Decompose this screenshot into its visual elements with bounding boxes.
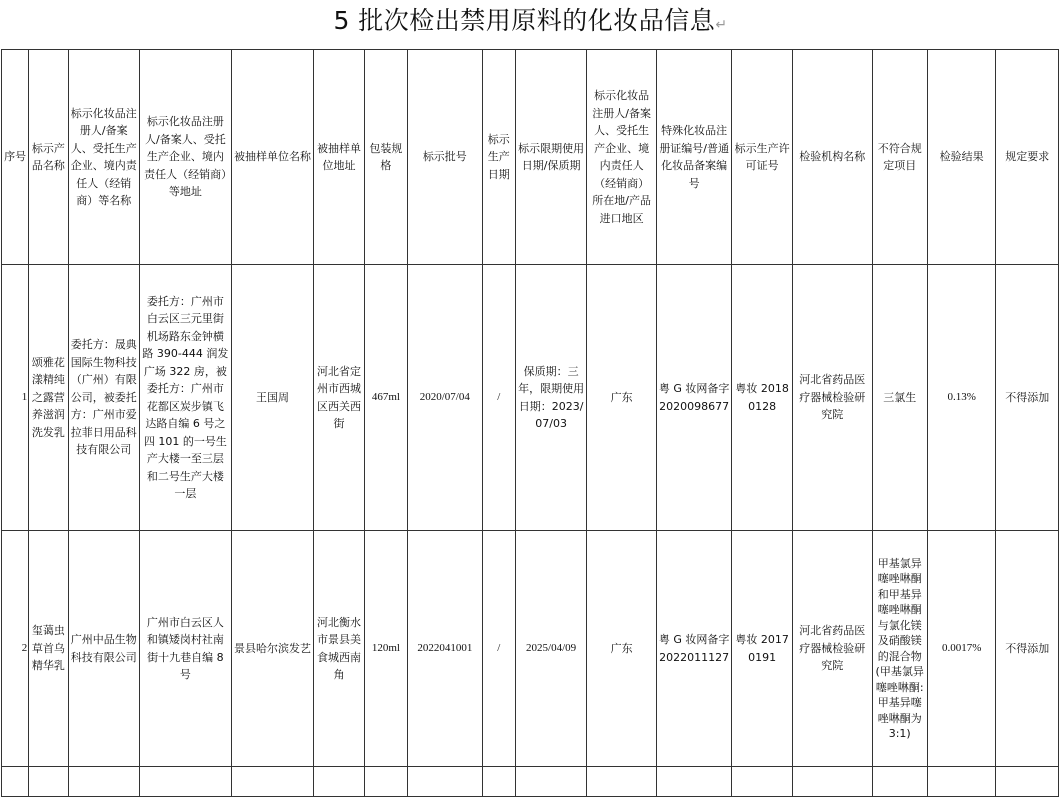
header-row bbox=[2, 50, 1059, 265]
company-address: 委托方：广州市白云区三元里街机场路东金钟横路 390-444 润发广场 322 房，被委托方：广州市花都区炭步镇飞达路自编 6 号之四 101 的一号生产大楼一至三层和二号生产大楼一层 bbox=[140, 265, 232, 531]
header-cell: 检验结果 bbox=[927, 50, 996, 265]
expiry-date: 保质期：三年，限期使用日期：2023/07/03 bbox=[515, 265, 587, 531]
company-name: 广州中品生物科技有限公司 bbox=[68, 531, 140, 767]
header-cell: 特殊化妆品注册证编号/普通化妆品备案编号 bbox=[656, 50, 732, 265]
production-date: / bbox=[482, 531, 515, 767]
header-cell: 被抽样单位地址 bbox=[314, 50, 364, 265]
header-cell: 不符合规定项目 bbox=[872, 50, 927, 265]
requirement: 不得添加 bbox=[996, 265, 1059, 531]
nonconforming-item: 三氯生 bbox=[872, 265, 927, 531]
header-cell: 序号 bbox=[2, 50, 29, 265]
lab-name: 河北省药品医疗器械检验研究院 bbox=[792, 265, 872, 531]
product-name: 颂雅花漾精纯之露营养滋润洗发乳 bbox=[29, 265, 68, 531]
region: 广东 bbox=[587, 531, 657, 767]
license-number: 粤妆 20180128 bbox=[732, 265, 792, 531]
header-cell: 标示化妆品注册人/备案人、受托生产企业、境内责任人（经销商）所在地/产品进口地区 bbox=[587, 50, 657, 265]
table-row-partial bbox=[2, 767, 1059, 797]
header-cell: 标示化妆品注册人/备案人、受托生产企业、境内责任人（经销商）等名称 bbox=[68, 50, 140, 265]
region: 广东 bbox=[587, 265, 657, 531]
sampled-address: 河北省定州市西城区西关西街 bbox=[314, 265, 364, 531]
header-cell: 标示生产许可证号 bbox=[732, 50, 792, 265]
product-name: 玺蔼虫草首乌精华乳 bbox=[29, 531, 68, 767]
lab-name: 河北省药品医疗器械检验研究院 bbox=[792, 531, 872, 767]
package-spec: 120ml bbox=[364, 531, 407, 767]
header-cell: 标示化妆品注册人/备案人、受托生产企业、境内责任人（经销商）等地址 bbox=[140, 50, 232, 265]
header-cell: 标示生产日期 bbox=[482, 50, 515, 265]
sampled-unit: 景县哈尔滨发艺 bbox=[231, 531, 314, 767]
header-cell: 标示产品名称 bbox=[29, 50, 68, 265]
test-result: 0.0017% bbox=[927, 531, 996, 767]
production-date: / bbox=[482, 265, 515, 531]
registration-number: 粤 G 妆网备字 2020098677 bbox=[656, 265, 732, 531]
row-number: 1 bbox=[2, 265, 29, 531]
test-result: 0.13% bbox=[927, 265, 996, 531]
header-cell: 被抽样单位名称 bbox=[231, 50, 314, 265]
table-row bbox=[2, 265, 1059, 531]
requirement: 不得添加 bbox=[996, 531, 1059, 767]
row-number: 2 bbox=[2, 531, 29, 767]
license-number: 粤妆 20170191 bbox=[732, 531, 792, 767]
header-cell: 规定要求 bbox=[996, 50, 1059, 265]
table-row bbox=[2, 531, 1059, 767]
header-cell: 检验机构名称 bbox=[792, 50, 872, 265]
expiry-date: 2025/04/09 bbox=[515, 531, 587, 767]
registration-number: 粤 G 妆网备字 2022011127 bbox=[656, 531, 732, 767]
company-address: 广州市白云区人和镇矮岗村社南街十九巷自编 8 号 bbox=[140, 531, 232, 767]
nonconforming-item: 甲基氯异噻唑啉酮和甲基异噻唑啉酮与氯化镁及硝酸镁的混合物(甲基氯异噻唑啉酮:甲基异噻唑啉酮为 3:1) bbox=[872, 531, 927, 767]
header-cell: 标示批号 bbox=[408, 50, 483, 265]
header-cell: 标示限期使用日期/保质期 bbox=[515, 50, 587, 265]
inspection-table bbox=[1, 49, 1059, 797]
batch-number: 2020/07/04 bbox=[408, 265, 483, 531]
batch-number: 2022041001 bbox=[408, 531, 483, 767]
sampled-unit: 王国周 bbox=[231, 265, 314, 531]
header-cell: 包装规格 bbox=[364, 50, 407, 265]
company-name: 委托方：晟典国际生物科技（广州）有限公司，被委托方：广州市爱拉菲日用品科技有限公司 bbox=[68, 265, 140, 531]
page-title: 5 批次检出禁用原料的化妆品信息↵ bbox=[333, 6, 728, 35]
package-spec: 467ml bbox=[364, 265, 407, 531]
sampled-address: 河北衡水市景县美食城西南角 bbox=[314, 531, 364, 767]
